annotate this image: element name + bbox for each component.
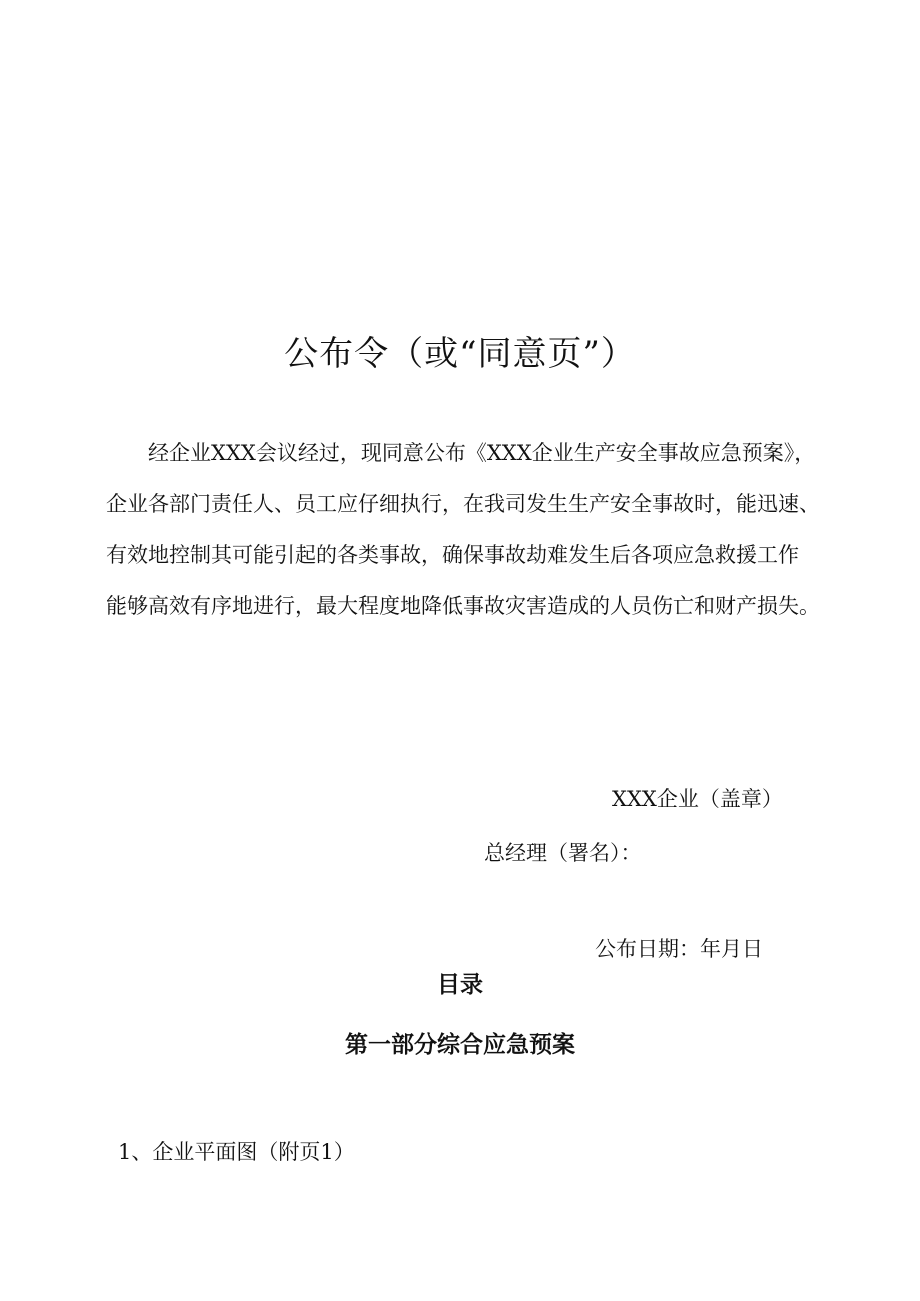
toc-item: 1、企业平面图（附页1） — [118, 1140, 355, 1164]
announcement-title: 公布令（或“同意页”） — [284, 334, 636, 374]
toc-list — [118, 1136, 355, 1168]
body-line-2: 企业各部门责任人、员工应仔细执行，在我司发生生产安全事故时，能迅速、 — [106, 492, 820, 516]
publish-date-line: 公布日期：年月日 — [595, 937, 763, 961]
toc-title: 目录 — [437, 972, 483, 998]
toc-part-title: 第一部分综合应急预案 — [345, 1032, 575, 1058]
general-manager-signature-line: 总经理（署名）： — [484, 841, 642, 865]
body-line-4: 能够高效有序地进行，最大程度地降低事故灾害造成的人员伤亡和财产损失。 — [106, 594, 820, 618]
announcement-body — [106, 428, 826, 632]
body-line-1: 经企业XXX会议经过，现同意公布《XXX企业生产安全事故应急预案》， — [148, 441, 816, 465]
company-seal-line: XXX企业（盖章） — [612, 787, 783, 811]
body-line-3: 有效地控制其可能引起的各类事故，确保事故劫难发生后各项应急救援工作 — [106, 543, 799, 567]
